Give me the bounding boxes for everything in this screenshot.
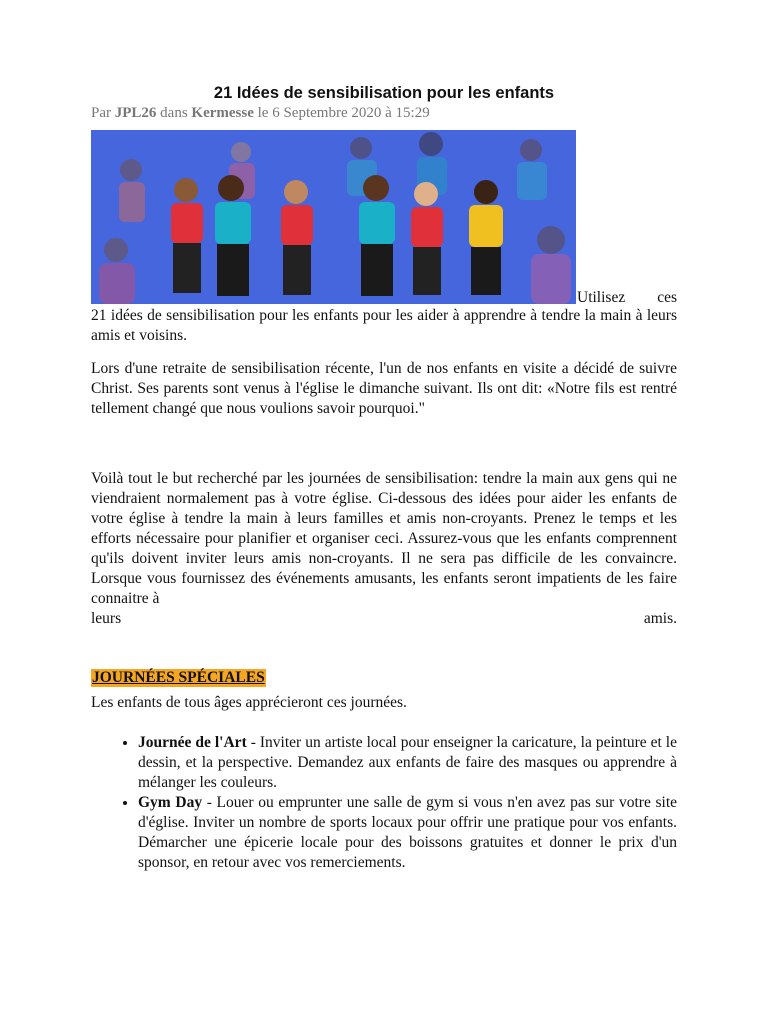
list-item-text: - Inviter un artiste local pour enseigner la caricature, la peinture et le dessin, et la perspective. Demandez aux enfants de faire des masques ou apprendre à mélanger les couleurs. [138, 734, 677, 791]
byline-prefix: Par [91, 105, 111, 121]
byline-date: 6 Septembre 2020 à 15:29 [272, 105, 430, 121]
byline-date-prefix: le [257, 105, 269, 121]
article [91, 84, 677, 873]
photo-illustration [91, 130, 576, 304]
byline-author[interactable]: JPL26 [114, 105, 157, 121]
purpose-paragraph-last-line: leurs amis. [91, 610, 677, 627]
intro-first-words: Utilisez ces [577, 289, 677, 306]
intro-paragraph: 21 idées de sensibilisation pour les enfants pour les aider à apprendre à tendre la main à leurs amis et voisins. [91, 307, 677, 344]
section-heading: JOURNÉES SPÉCIALES [92, 669, 265, 686]
list-item-term: Journée de l'Art [138, 734, 247, 751]
intro-block [91, 130, 677, 306]
byline-category[interactable]: Kermesse [191, 105, 254, 121]
purpose-paragraph [91, 469, 677, 629]
list-item-text: - Louer ou emprunter une salle de gym si vous n'en avez pas sur votre site d'église. Inviter un nombre de sports locaux pour offrir une pratique pour vos enfants. Démarcher une épicerie locale pour des boissons gratuites et donner le prix d'un sponsor, en retour avec vos remerciements. [138, 794, 677, 871]
testimony-paragraph: Lors d'une retraite de sensibilisation récente, l'un de nos enfants en visite a décidé de suivre Christ. Ses parents sont venus à l'église le dimanche suivant. Ils ont dit: «Notre fils est rentré tellement changé que nous voulions savoir pourquoi." [91, 360, 677, 417]
section-lead: Les enfants de tous âges apprécieront ces journées. [91, 694, 407, 711]
byline-in: dans [160, 105, 188, 121]
byline [91, 105, 677, 122]
ideas-list [91, 733, 677, 873]
list-item [138, 733, 677, 793]
list-item [138, 793, 677, 873]
list-item-term: Gym Day [138, 794, 203, 811]
kids-dancing-photo [91, 130, 576, 304]
purpose-paragraph-body: Voilà tout le but recherché par les journées de sensibilisation: tendre la main aux gens qui ne viendraient normalement pas à votre église. Ci-dessous des idées pour aider les enfants de votre église à tendre la main à leurs familles et amis non-croyants. Prenez le temps et les efforts nécessaire pour planifier et organiser ceci. Assurez-vous que les enfants comprennent qu'ils doivent inviter leurs amis non-croyants. Il ne sera pas difficile de les convaincre. Lorsque vous fournissez des événements amusants, les enfants seront impatients de les faire connaitre à [91, 470, 677, 607]
article-title: 21 Idées de sensibilisation pour les enfants [213, 84, 555, 102]
